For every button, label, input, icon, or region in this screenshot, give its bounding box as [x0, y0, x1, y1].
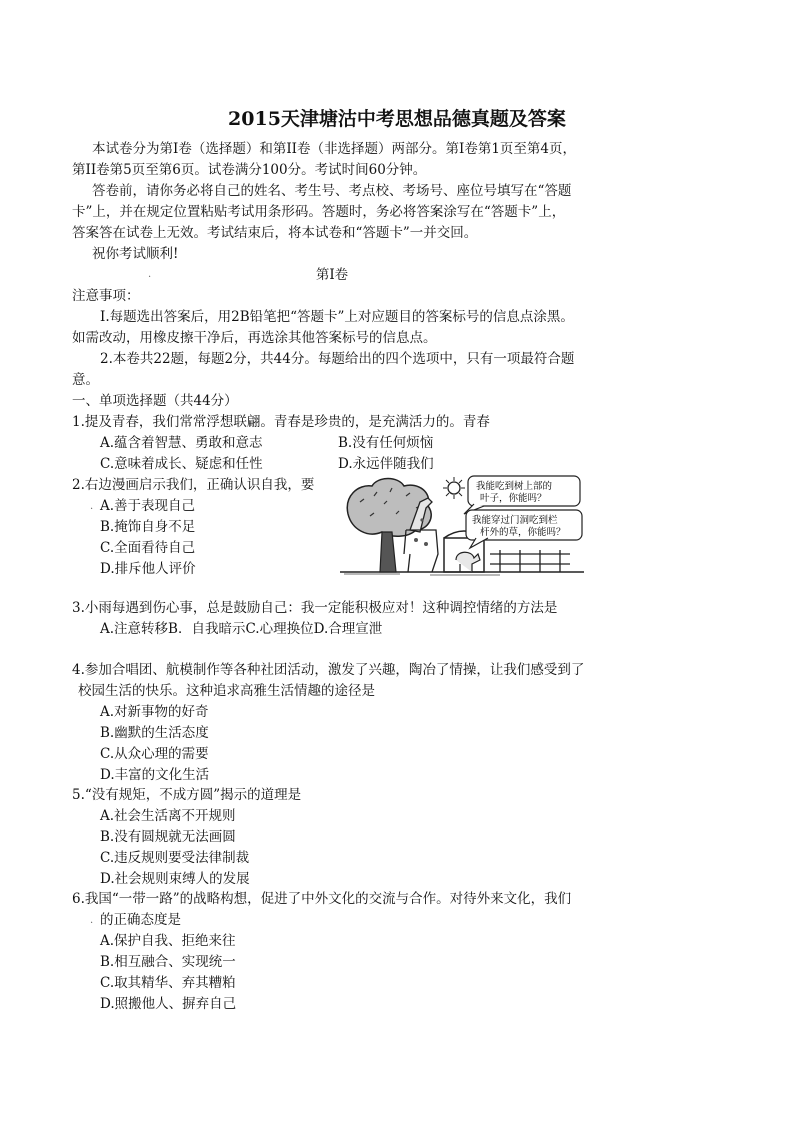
- bubble-2-line-2: 杆外的草，你能吗？: [480, 527, 566, 538]
- giraffe-cartoon: [340, 474, 584, 578]
- q2-option-d: D.排斥他人评价: [100, 561, 196, 577]
- q5-stem: 5.“没有规矩，不成方圆”揭示的道理是: [72, 787, 302, 803]
- q3-options: A.注意转移B．自我暗示C.心理换位D.合理宣泄: [100, 621, 383, 637]
- tree-trunk: [380, 532, 396, 572]
- q4-option-b: B.幽默的生活态度: [100, 725, 209, 741]
- q6-stem-line-2: 的正确态度是: [100, 912, 181, 928]
- note-line-4: 意。: [72, 372, 99, 388]
- q1-option-b: B.没有任何烦恼: [338, 435, 434, 451]
- volume-label: 第Ⅰ卷: [315, 267, 349, 283]
- bubble-1-line-1: 我能吃到树上部的: [476, 481, 553, 492]
- q2-option-a: A.善于表现自己: [100, 498, 196, 514]
- q1-option-d: D.永远伴随我们: [338, 456, 434, 472]
- goat: [456, 552, 480, 572]
- intro-line-3: 答卷前，请你务必将自己的姓名、考生号、考点校、考场号、座位号填写在“答题: [92, 183, 572, 199]
- q1-option-a: A.蕴含着智慧、勇敢和意志: [100, 435, 263, 451]
- note-line-3: 2.本卷共22题，每题2分，共44分。每题给出的四个选项中，只有一项最符合题: [100, 351, 575, 367]
- intro-line-6: 祝你考试顺利!: [92, 246, 179, 262]
- q4-option-c: C.从众心理的需要: [100, 746, 209, 762]
- q5-option-b: B.没有圆规就无法画圆: [100, 829, 236, 845]
- scan-speck: .: [148, 269, 152, 280]
- q6-option-b: B.相互融合、实现统一: [100, 954, 236, 970]
- q5-option-a: A.社会生活离不开规则: [100, 808, 236, 824]
- q1-stem: 1.提及青春，我们常常浮想联翩。青春是珍贵的，是充满活力的。青春: [72, 414, 490, 430]
- q5-option-d: D.社会规则束缚人的发展: [100, 871, 250, 887]
- scan-speck: .: [90, 915, 94, 926]
- q6-option-d: D.照搬他人、摒弃自己: [100, 996, 237, 1012]
- q5-option-c: C.违反规则要受法律制裁: [100, 850, 250, 866]
- intro-line-2: 第II卷第5页至第6页。试卷满分100分。考试时间60分钟。: [72, 162, 427, 178]
- note-line-1: Ⅰ.每题选出答案后，用2B铅笔把“答题卡”上对应题目的答案标号的信息点涂黑。: [100, 309, 574, 325]
- page-title: 2015天津塘沽中考思想品德真题及答案: [228, 108, 566, 130]
- q6-option-a: A.保护自我、拒绝来往: [100, 933, 236, 949]
- intro-line-4: 卡”上，并在规定位置粘贴考试用条形码。答题时，务必将答案涂写在“答题卡”上，: [72, 204, 566, 220]
- section-heading: 一、单项选择题（共44分）: [72, 393, 238, 409]
- q3-stem: 3.小雨每遇到伤心事，总是鼓励自己：我一定能积极应对！这种调控情绪的方法是: [72, 600, 558, 616]
- q4-stem-line-2: 校园生活的快乐。这种追求高雅生活情趣的途径是: [78, 683, 375, 699]
- sun-icon: [448, 482, 460, 494]
- q2-option-c: C.全面看待自己: [100, 540, 196, 556]
- bubble-1-line-2: 叶子，你能吗？: [480, 493, 547, 504]
- q6-option-c: C.取其精华、弃其糟粕: [100, 975, 236, 991]
- bubble-2-line-1: 我能穿过门洞吃到栏: [472, 515, 558, 526]
- notes-heading: 注意事项：: [72, 288, 140, 304]
- q4-stem-line-1: 4.参加合唱团、航模制作等各种社团活动，激发了兴趣，陶冶了情操，让我们感受到了: [72, 662, 585, 678]
- intro-line-1: 本试卷分为第Ⅰ卷（选择题）和第II卷（非选择题）两部分。第Ⅰ卷第1页至第4页，: [92, 141, 577, 157]
- q4-option-d: D.丰富的文化生活: [100, 767, 210, 783]
- q2-option-b: B.掩饰自身不足: [100, 519, 196, 535]
- scan-speck: .: [90, 501, 94, 512]
- q4-option-a: A.对新事物的好奇: [100, 704, 209, 720]
- q1-option-c: C.意味着成长、疑虑和任性: [100, 456, 263, 472]
- q2-stem: 2.右边漫画启示我们，正确认识自我，要: [72, 477, 315, 493]
- q6-stem-line-1: 6.我国“一带一路”的战略构想，促进了中外文化的交流与合作。对待外来文化，我们: [72, 891, 572, 907]
- note-line-2: 如需改动，用橡皮擦干净后，再选涂其他答案标号的信息点。: [72, 330, 437, 346]
- intro-line-5: 答案答在试卷上无效。考试结束后，将本试卷和“答题卡”一并交回。: [72, 225, 478, 241]
